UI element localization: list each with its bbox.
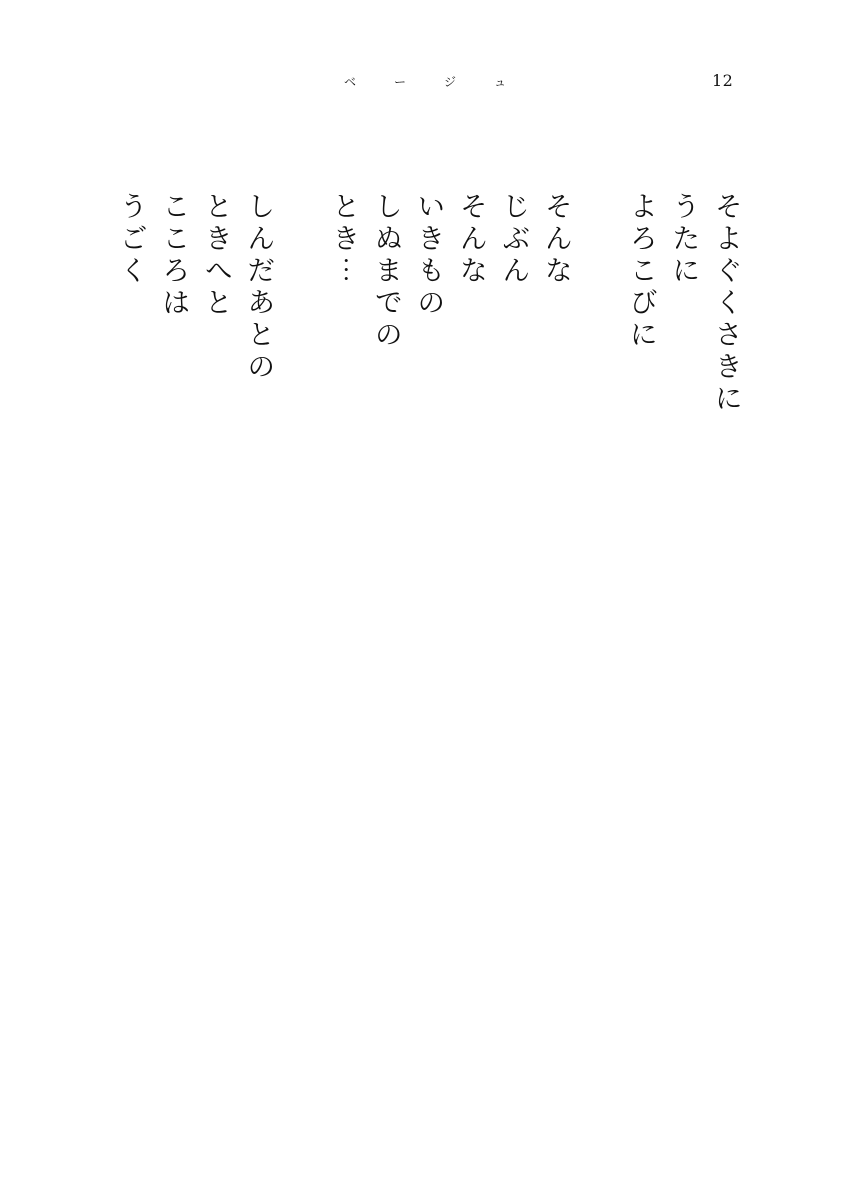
poem-char: ぐ <box>715 256 743 287</box>
poem-char: い <box>417 192 445 223</box>
poem-char: ん <box>502 256 530 287</box>
poem-char: ん <box>460 224 488 255</box>
poem-char: ぬ <box>375 224 403 255</box>
poem-line <box>453 192 496 592</box>
poem-char: こ <box>162 192 190 223</box>
poem-char: あ <box>247 288 275 319</box>
poem-char: な <box>460 256 488 287</box>
poem-char: ろ <box>630 224 658 255</box>
poem-char: と <box>247 320 275 351</box>
poem-char: ま <box>375 256 403 287</box>
poem-char: ん <box>545 224 573 255</box>
poem-char: う <box>672 192 700 223</box>
poem-body <box>100 192 750 592</box>
poem-char: く <box>715 288 743 319</box>
poem-line <box>198 192 241 592</box>
poem-char: ろ <box>162 256 190 287</box>
poem-char: ん <box>247 224 275 255</box>
poem-line <box>410 192 453 592</box>
poem-char: こ <box>162 224 190 255</box>
poem-char: よ <box>715 224 743 255</box>
poem-line <box>325 192 368 592</box>
poem-line <box>495 192 538 592</box>
poem-line <box>665 192 708 592</box>
running-header-title <box>340 72 510 92</box>
poem-char: だ <box>247 256 275 287</box>
poem-char: の <box>375 320 403 351</box>
poem-char: よ <box>630 192 658 223</box>
header-char: ュ <box>493 75 506 89</box>
poem-char: と <box>205 288 233 319</box>
poem-char: に <box>715 384 743 415</box>
header-char: ー <box>393 75 406 89</box>
poem-line <box>708 192 751 592</box>
header-char: ジ <box>443 75 456 89</box>
poem-char: び <box>630 288 658 319</box>
poem-line <box>623 192 666 592</box>
poem-char: と <box>332 192 360 223</box>
poem-char: き <box>332 224 360 255</box>
poem-char: そ <box>715 192 743 223</box>
poem-line <box>538 192 581 592</box>
page-number: 12 <box>712 71 734 90</box>
poem-char: と <box>205 192 233 223</box>
poem-char: も <box>417 256 445 287</box>
poem-char: へ <box>205 256 233 287</box>
poem-char: こ <box>630 256 658 287</box>
poem-char: き <box>417 224 445 255</box>
poem-char: く <box>120 256 148 287</box>
poem-char: さ <box>715 320 743 351</box>
poem-char: で <box>375 288 403 319</box>
poem-char: な <box>545 256 573 287</box>
poem-line <box>368 192 411 592</box>
poem-line <box>155 192 198 592</box>
poem-char: そ <box>460 192 488 223</box>
poem-line <box>113 192 156 592</box>
poem-char: に <box>672 256 700 287</box>
poem-line <box>240 192 283 592</box>
poem-char: は <box>162 288 190 319</box>
poem-char: き <box>715 352 743 383</box>
poem-char: ぶ <box>502 224 530 255</box>
poem-char: き <box>205 224 233 255</box>
poem-char: し <box>375 192 403 223</box>
stanza-break <box>283 192 326 592</box>
poem-char: そ <box>545 192 573 223</box>
poem-char: の <box>247 352 275 383</box>
poem-char: じ <box>502 192 530 223</box>
poem-char: に <box>630 320 658 351</box>
poem-char: う <box>120 192 148 223</box>
stanza-break <box>580 192 623 592</box>
poem-char: ︙ <box>332 256 360 287</box>
poem-char: ご <box>120 224 148 255</box>
poem-char: し <box>247 192 275 223</box>
poem-char: の <box>417 288 445 319</box>
poem-char: た <box>672 224 700 255</box>
header-char: ベ <box>343 75 356 89</box>
